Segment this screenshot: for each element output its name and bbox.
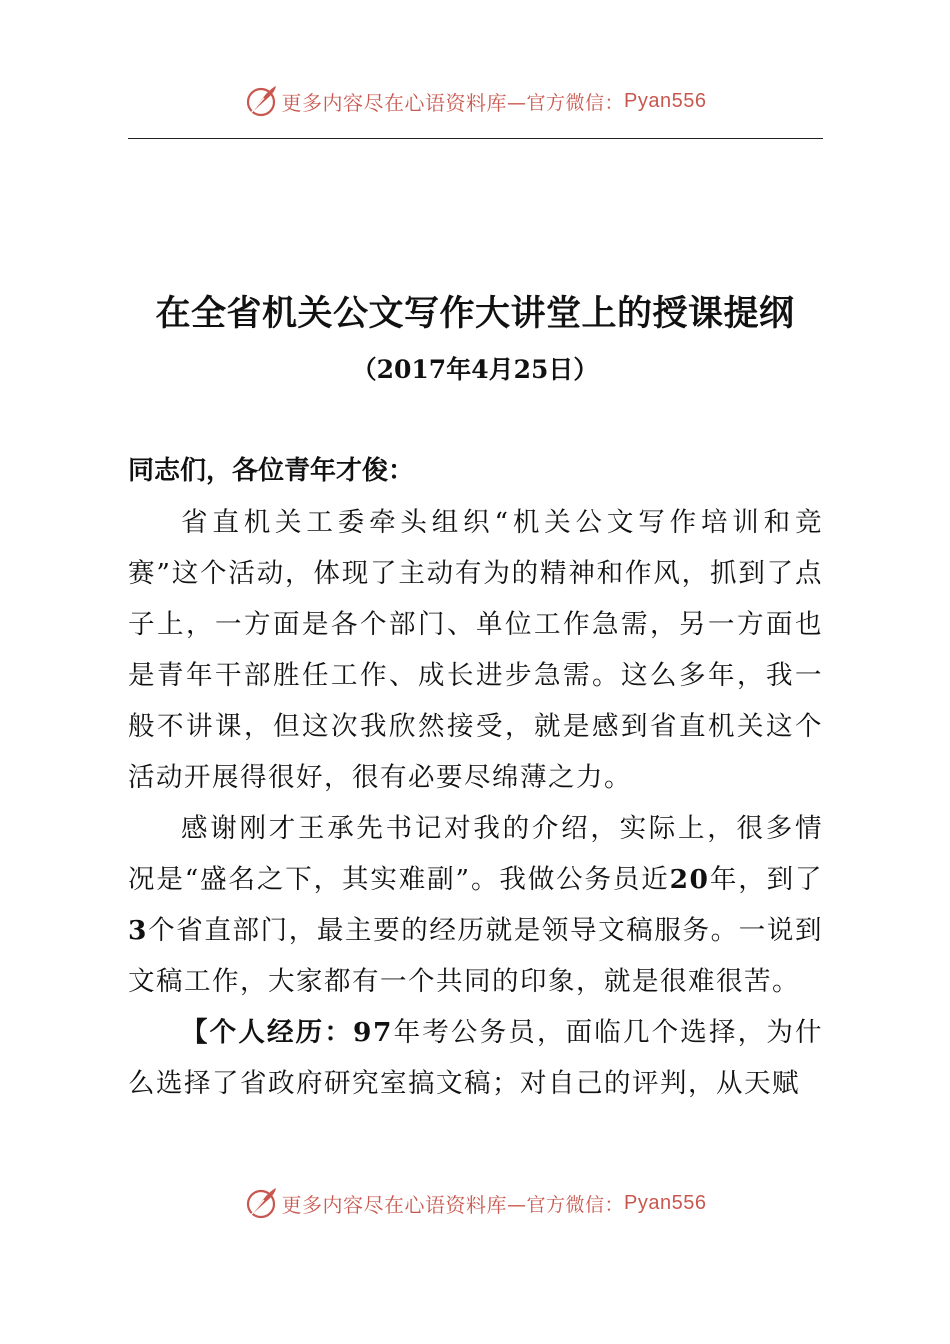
paragraph-3-label: 【个人经历： xyxy=(181,1017,354,1048)
footer-watermark xyxy=(0,1186,950,1220)
watermark-wechat-id: Pyan556 xyxy=(624,1191,707,1214)
header-divider xyxy=(128,138,823,139)
watermark-brand: 更多内容尽在心语资料库 xyxy=(281,1192,507,1217)
header-watermark xyxy=(0,84,950,118)
document-date: （2017年4月25日） xyxy=(351,355,599,384)
watermark-wechat-id: Pyan556 xyxy=(624,89,707,112)
quill-logo-icon xyxy=(244,84,278,118)
paragraph-3 xyxy=(128,1007,823,1109)
paragraph-1: 省直机关工委牵头组织“机关公文写作培训和竞赛”这个活动，体现了主动有为的精神和作风，抓到了点子上，一方面是各个部门、单位工作急需，另一方面也是青年干部胜任工作、成长进步急需。这么多年，我一般不讲课，但这次我欣然接受，就是感到省直机关这个活动开展得很好，很有必要尽绵薄之力。 xyxy=(128,507,823,793)
salutation: 同志们，各位青年才俊： xyxy=(128,456,415,486)
watermark-label: —官方微信： xyxy=(507,1193,625,1216)
quill-logo-icon xyxy=(244,1186,278,1220)
watermark-brand: 更多内容尽在心语资料库 xyxy=(281,90,507,115)
document-body xyxy=(128,446,823,1109)
paragraph-3-text: 97年考公务员，面临几个选择，为什么选择了省政府研究室搞文稿；对自己的评判，从天赋 xyxy=(128,1017,823,1099)
document-title: 在全省机关公文写作大讲堂上的授课提纲 xyxy=(155,293,795,334)
paragraph-2: 感谢刚才王承先书记对我的介绍，实际上，很多情况是“盛名之下，其实难副”。我做公务员近20年，到了3个省直部门，最主要的经历就是领导文稿服务。一说到文稿工作，大家都有一个共同的印象，就是很难很苦。 xyxy=(128,813,823,997)
watermark-label: —官方微信： xyxy=(507,91,625,114)
